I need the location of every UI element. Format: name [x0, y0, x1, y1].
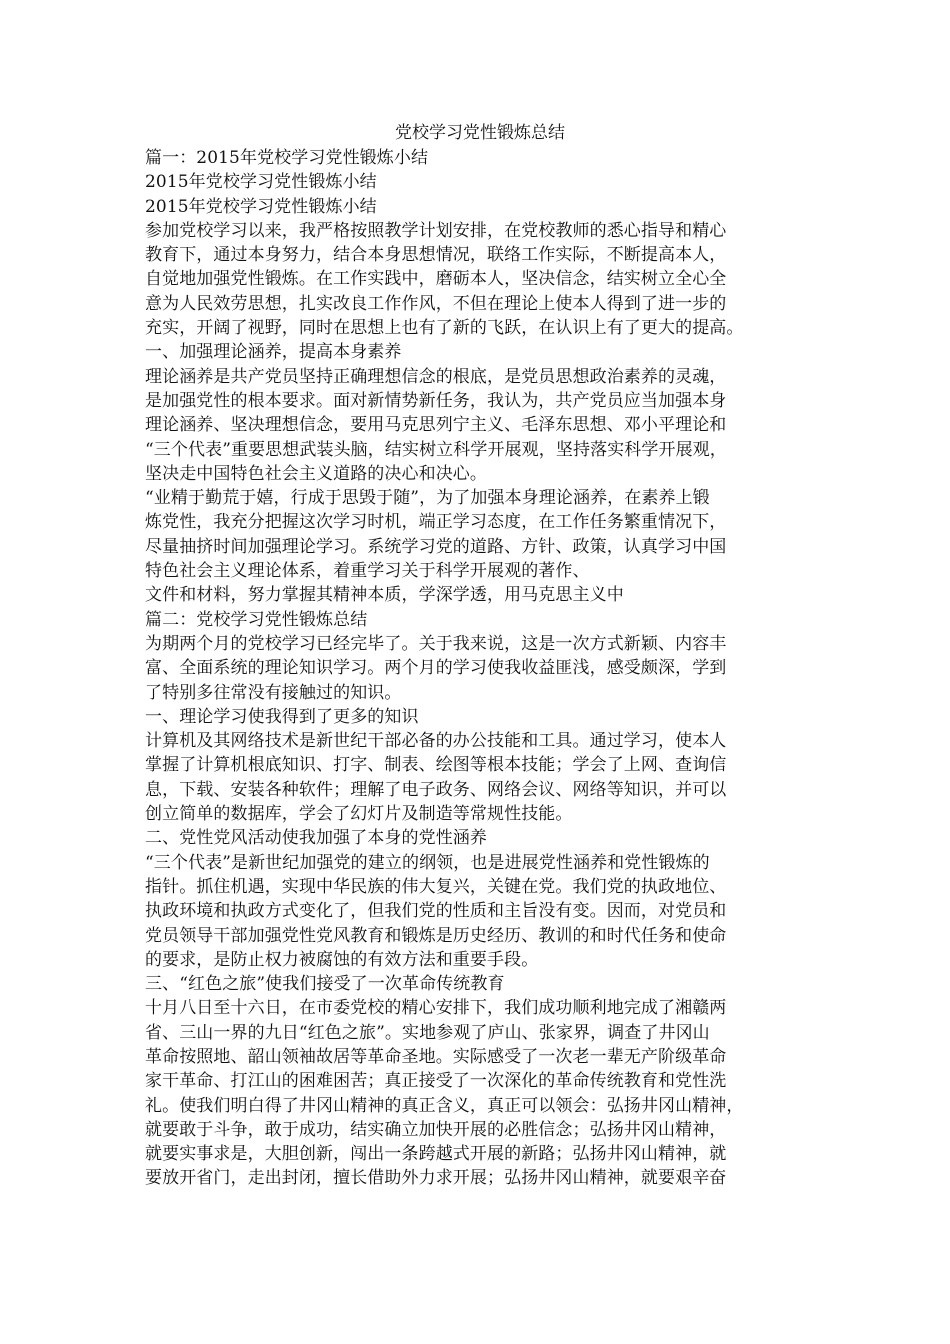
text-line: 要放开省门，走出封闭，擅长借助外力求开展；弘扬井冈山精神，就要艰辛奋: [145, 1168, 727, 1189]
text-line: 篇一：2015年党校学习党性锻炼小结: [145, 148, 429, 168]
text-line: 省、三山一界的九日“红色之旅”。实地参观了庐山、张家界，调查了井冈山: [145, 1022, 710, 1043]
text-line: 为期两个月的党校学习已经完毕了。关于我来说，这是一次方式新颖、内容丰: [145, 633, 727, 654]
text-line: 2015年党校学习党性锻炼小结: [145, 196, 377, 217]
text-line: 党员领导干部加强党性党风教育和锻炼是历史经历、教训的和时代任务和使命: [145, 925, 727, 946]
text-line: 十月八日至十六日，在市委党校的精心安排下，我们成功顺利地完成了湘赣两: [145, 998, 727, 1019]
document-page: [145, 120, 815, 1191]
text-line: 礼。使我们明白得了井冈山精神的真正含义，真正可以领会：弘扬井冈山精神，: [145, 1095, 744, 1116]
text-line: “业精于勤荒于嬉，行成于思毁于随”，为了加强本身理论涵养，在素养上锻: [145, 488, 710, 509]
text-line: 执政环境和执政方式变化了，但我们党的性质和主旨没有变。因而，对党员和: [145, 901, 727, 922]
text-line: 掌握了计算机根底知识、打字、制表、绘图等根本技能；学会了上网、查询信: [145, 755, 727, 776]
text-line: 参加党校学习以来，我严格按照教学计划安排，在党校教师的悉心指导和精心: [145, 220, 727, 241]
text-line: 炼党性，我充分把握这次学习时机，端正学习态度，在工作任务繁重情况下，: [145, 512, 727, 533]
text-line: “三个代表”重要思想武装头脑，结实树立科学开展观，坚持落实科学开展观，: [145, 439, 727, 460]
text-line: 富、全面系统的理论知识学习。两个月的学习使我收益匪浅，感受颇深，学到: [145, 658, 727, 679]
text-line: 了特别多往常没有接触过的知识。: [145, 682, 402, 703]
text-line: 尽量抽挤时间加强理论学习。系统学习党的道路、方针、政策，认真学习中国: [145, 536, 727, 557]
text-line: 家干革命、打江山的困难困苦；真正接受了一次深化的革命传统教育和党性洗: [145, 1071, 727, 1092]
text-line: 理论涵养、坚决理想信念，要用马克思列宁主义、毛泽东思想、邓小平理论和: [145, 415, 727, 436]
text-line: 一、加强理论涵养，提高本身素养: [145, 342, 402, 363]
text-line: 创立简单的数据库，学会了幻灯片及制造等常规性技能。: [145, 804, 573, 825]
text-line: 指针。抓住机遇，实现中华民族的伟大复兴，关键在党。我们党的执政地位、: [145, 876, 727, 897]
text-line: 就要敢于斗争，敢于成功，结实确立加快开展的必胜信念；弘扬井冈山精神，: [145, 1119, 727, 1140]
text-line: 教育下，通过本身努力，结合本身思想情况，联络工作实际，不断提高本人，: [145, 245, 727, 266]
text-line: 意为人民效劳思想，扎实改良工作作风，不但在理论上使本人得到了进一步的: [145, 293, 727, 314]
text-line: 息，下载、安装各种软件；理解了电子政务、网络会议、网络等知识，并可以: [145, 779, 727, 800]
text-line: 就要实事求是，大胆创新，闯出一条跨越式开展的新路；弘扬井冈山精神，就: [145, 1144, 727, 1165]
text-line: 文件和材料，努力掌握其精神本质，学深学透，用马克思主义中: [145, 585, 624, 606]
text-line: 篇二：党校学习党性锻炼总结: [145, 609, 368, 630]
text-line: 二、党性党风活动使我加强了本身的党性涵养: [145, 828, 487, 849]
document-title: 党校学习党性锻炼总结: [395, 123, 565, 143]
text-line: 计算机及其网络技术是新世纪干部必备的办公技能和工具。通过学习，使本人: [145, 731, 727, 752]
text-line: 坚决走中国特色社会主义道路的决心和决心。: [145, 463, 487, 484]
text-line: 三、“红色之旅”使我们接受了一次革命传统教育: [145, 974, 505, 995]
text-line: 充实，开阔了视野，同时在思想上也有了新的飞跃，在认识上有了更大的提高。: [145, 318, 744, 339]
text-line: 一、理论学习使我得到了更多的知识: [145, 706, 419, 727]
text-line: “三个代表”是新世纪加强党的建立的纲领，也是进展党性涵养和党性锻炼的: [145, 852, 710, 873]
text-line: 2015年党校学习党性锻炼小结: [145, 172, 377, 193]
text-line: 理论涵养是共产党员坚持正确理想信念的根底，是党员思想政治素养的灵魂，: [145, 366, 727, 387]
text-line: 自觉地加强党性锻炼。在工作实践中，磨砺本人，坚决信念，结实树立全心全: [145, 269, 727, 290]
text-line: 革命按照地、韶山领袖故居等革命圣地。实际感受了一次老一辈无产阶级革命: [145, 1046, 727, 1067]
text-line: 特色社会主义理论体系，着重学习关于科学开展观的著作、: [145, 561, 590, 582]
text-line: 的要求，是防止权力被腐蚀的有效方法和重要手段。: [145, 949, 539, 970]
document-body: [145, 146, 815, 1191]
text-line: 是加强党性的根本要求。面对新情势新任务，我认为，共产党员应当加强本身: [145, 390, 727, 411]
